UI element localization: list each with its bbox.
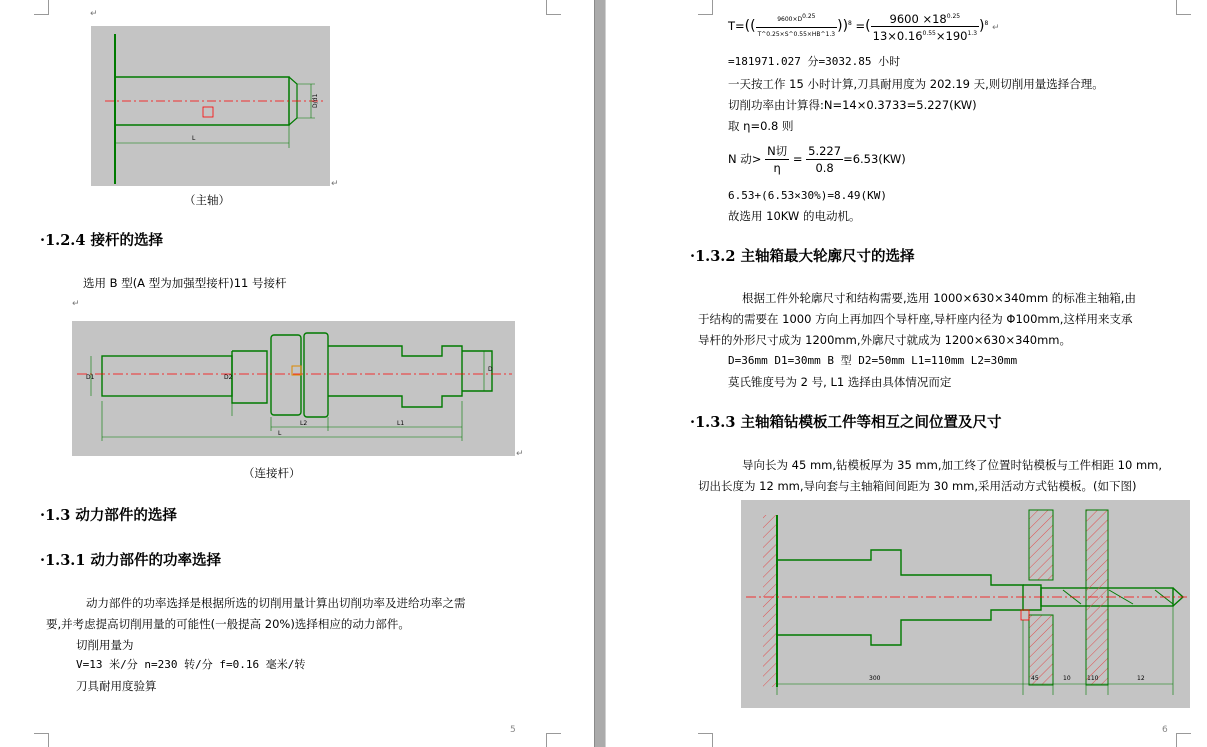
heading-1-3: ·1.3 动力部件的选择	[40, 507, 177, 524]
dim-L: L	[278, 430, 282, 437]
formula-main-fraction: $\frac{9600 \times 18^{0.25}}{13\times 0.16^{0.55}\times 190^{1.3}}$	[872, 11, 978, 43]
main-shaft-figure	[91, 26, 330, 186]
assembly-drawing	[741, 500, 1190, 708]
crop-mark	[34, 0, 49, 15]
cut-params: V=13 米/分 n=230 转/分 f=0.16 毫米/转	[76, 658, 306, 671]
cut-params-label: 切削用量为	[76, 638, 134, 652]
assembly-figure	[741, 500, 1190, 708]
dim-12: 12	[1137, 675, 1145, 682]
line-cut-power: 切削功率由计算得:N=14×0.3733=5.227(KW)	[728, 98, 977, 112]
dim-10: 10	[1063, 675, 1071, 682]
heading-1-3-1: ·1.3.1 动力部件的功率选择	[40, 552, 221, 569]
heading-1-2-4: ·1.2.4 接杆的选择	[40, 232, 163, 249]
paragraph-mark: ↵	[90, 9, 98, 19]
page-6	[606, 0, 1207, 747]
paragraph-pos-line2: 切出长度为 12 mm,导向套与主轴箱间间距为 30 mm,采用活动方式钻模板。(如下图)	[698, 479, 1137, 493]
dim-D2: D2	[224, 374, 233, 381]
paragraph-power-line2: 要,并考虑提高切削用量的可能性(一般提高 20%)选择相应的动力部件。	[46, 617, 410, 631]
main-shaft-drawing	[91, 26, 330, 186]
motor-fraction-2: $\frac{5.227}{0.8}$	[808, 144, 842, 175]
line-margin: 6.53+(6.53×30%)=8.49(KW)	[728, 189, 887, 202]
crop-mark	[34, 733, 49, 747]
page-5	[0, 0, 594, 747]
dim-D: D	[488, 366, 493, 373]
dim-D1: D1	[86, 374, 95, 381]
text-select-rod: 选用 B 型(A 型为加强型接杆)11 号接杆	[83, 276, 287, 290]
caption-main-shaft: （主轴）	[184, 193, 230, 207]
paragraph-mark: ↵	[331, 179, 339, 189]
paragraph-box-line1: 根据工件外轮廓尺寸和结构需要,选用 1000×630×340mm 的标准主轴箱,由	[742, 291, 1136, 305]
page-number: 6	[1162, 725, 1168, 735]
tool-life-check: 刀具耐用度验算	[76, 679, 157, 693]
page-gutter	[594, 0, 606, 747]
heading-1-3-3: ·1.3.3 主轴箱钻模板工件等相互之间位置及尺寸	[690, 414, 1002, 431]
paragraph-power-line1: 动力部件的功率选择是根据所选的切削用量计算出切削功率及进给功率之需	[86, 596, 466, 610]
formula-inner-fraction: $\frac{9600\times D^{0.25}}{T\^{}0.25\times S\^{}0.55\times HB\^{}1.3}$	[756, 10, 838, 42]
line-eta: 取 η=0.8 则	[728, 119, 794, 133]
crop-mark	[1176, 0, 1191, 15]
line-days: 一天按工作 15 小时计算,刀具耐用度为 202.19 天,则切削用量选择合理。	[728, 77, 1104, 91]
dim-300: 300	[869, 675, 881, 682]
paragraph-pos-line1: 导向长为 45 mm,钻模板厚为 35 mm,加工终了位置时钻模板与工件相距 10 mm,	[742, 458, 1163, 472]
line-morse: 莫氏锥度号为 2 号, L1 选择由具体情况而定	[728, 375, 952, 389]
formula-T: T=(( $\frac{9600\times D^{0.25}}{T\^{}0.25\times S\^{}0.55\times HB\^{}1.3}$ ))$^8$ =( $\frac{9600 \times 18^{0.25}}{13\times 0.16^{0.55}\times 190^{1.3}}$ )$^8$ ↵	[728, 11, 1000, 43]
connecting-rod-drawing	[72, 321, 515, 456]
paragraph-mark: ↵	[516, 449, 524, 459]
caption-connecting-rod: （连接杆）	[243, 466, 301, 480]
connecting-rod-figure	[72, 321, 515, 456]
paragraph-box-line3: 导杆的外形尺寸成为 1200mm,外廓尺寸就成为 1200×630×340mm。	[698, 333, 1071, 347]
dim-45: 45	[1031, 675, 1039, 682]
page-number: 5	[510, 725, 516, 735]
crop-mark	[546, 0, 561, 15]
line-result: =181971.027 分=3032.85 小时	[728, 55, 901, 68]
dim-L: L	[192, 135, 196, 142]
line-motor: 故选用 10KW 的电动机。	[728, 209, 861, 223]
dim-L1: L1	[397, 420, 405, 427]
dim-110: 110	[1087, 675, 1099, 682]
paragraph-box-line2: 于结构的需要在 1000 方向上再加四个导杆座,导杆座内径为 Φ100mm,这样用来支承	[698, 312, 1133, 326]
crop-mark	[698, 733, 713, 747]
heading-1-3-2: ·1.3.2 主轴箱最大轮廓尺寸的选择	[690, 248, 915, 265]
crop-mark	[698, 0, 713, 15]
crop-mark	[546, 733, 561, 747]
paragraph-mark: ↵	[72, 299, 80, 309]
line-dims: D=36mm D1=30mm B 型 D2=50mm L1=110mm L2=30mm	[728, 354, 1018, 367]
dim-L2: L2	[300, 420, 308, 427]
crop-mark	[1176, 733, 1191, 747]
dim-D: D/d1	[312, 93, 319, 108]
formula-motor: N 动> $\frac{\text{N切}}{\eta}$ = $\frac{5.227}{0.8}$ =6.53(KW)	[728, 144, 906, 175]
motor-fraction-1: $\frac{\text{N切}}{\eta}$	[767, 144, 788, 175]
